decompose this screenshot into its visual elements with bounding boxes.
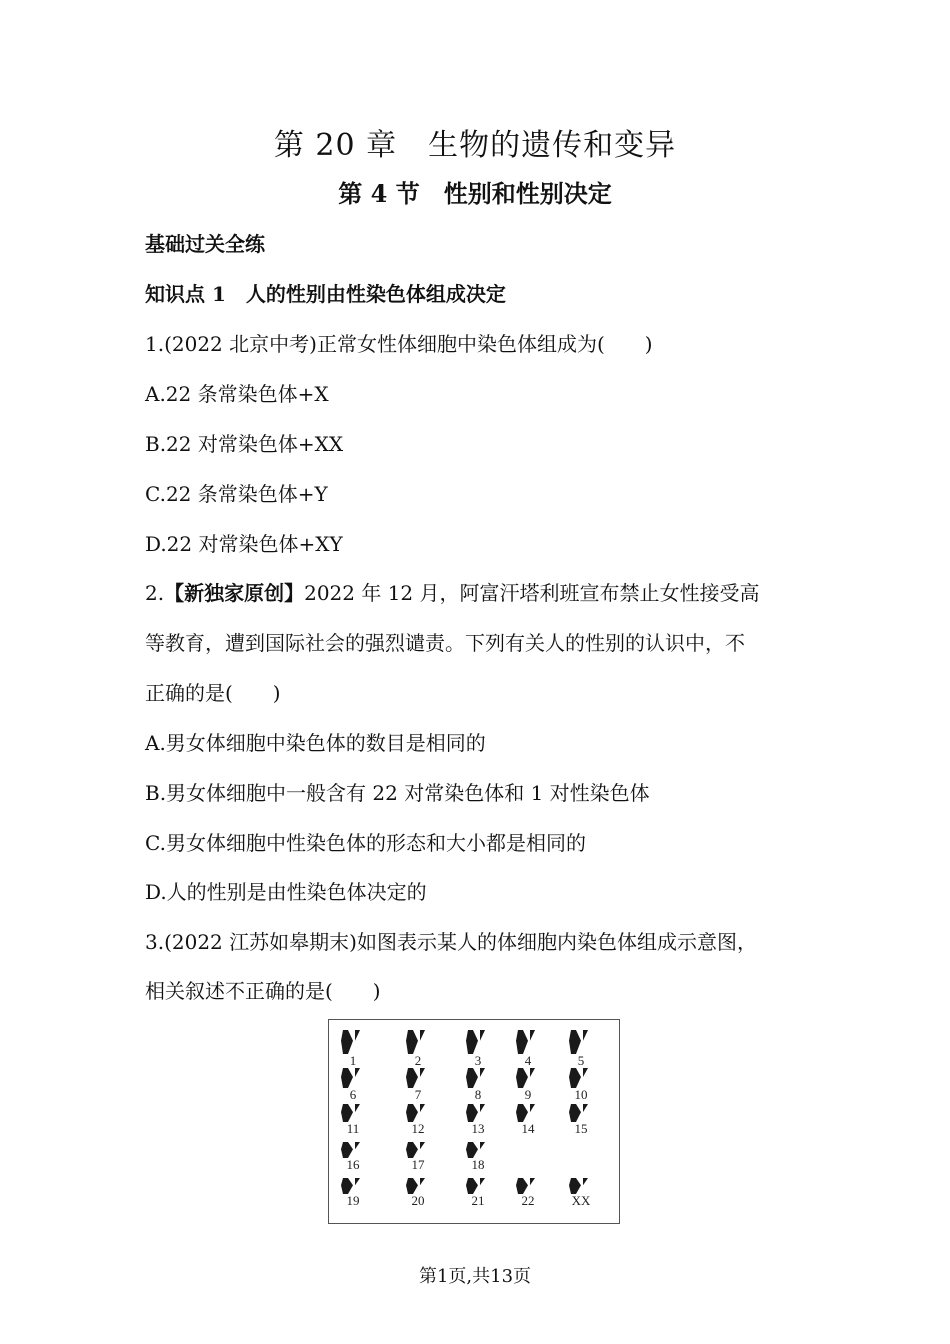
chromosome-pair-16: [341, 1142, 360, 1158]
chromosome-label-22: 22: [521, 1193, 535, 1208]
chromosome-label-10: 10: [574, 1087, 588, 1102]
q1-stem: 1.(2022 北京中考)正常女性体细胞中染色体组成为( ): [145, 332, 653, 356]
karyotype-figure: [328, 1019, 620, 1224]
section-title: 第 4 节 性别和性别决定: [338, 179, 612, 208]
chromosome-label-1: 1: [349, 1053, 357, 1068]
chromosome-label-5: 5: [577, 1053, 585, 1068]
chromosome-pair-22: [516, 1178, 535, 1194]
chromosome-label-18: 18: [471, 1157, 485, 1172]
q2-tag: 【新独家原创】: [164, 581, 305, 605]
chromosome-pair-20: [406, 1178, 425, 1194]
chromosome-pair-17: [406, 1142, 425, 1158]
chromosome-label-XX: XX: [571, 1193, 591, 1208]
chromosome-pair-13: [466, 1104, 485, 1122]
chromosome-pair-XX: [569, 1178, 588, 1194]
chromosome-label-13: 13: [471, 1121, 485, 1136]
q2-option-c: C.男女体细胞中性染色体的形态和大小都是相同的: [145, 831, 586, 855]
exercise-heading: 基础过关全练: [145, 232, 265, 256]
chromosome-label-21: 21: [471, 1193, 485, 1208]
q2-stem-text: 2022 年 12 月，阿富汗塔利班宣布禁止女性接受高: [304, 581, 760, 605]
chromosome-pair-5: [569, 1030, 588, 1054]
chromosome-pair-1: [341, 1030, 360, 1054]
chromosome-pair-4: [516, 1030, 535, 1054]
q1-option-b: B.22 对常染色体+XX: [145, 432, 344, 456]
chromosome-pair-10: [569, 1068, 588, 1088]
chromosome-label-19: 19: [346, 1193, 360, 1208]
q1-option-d: D.22 对常染色体+XY: [145, 532, 343, 556]
q2-stem-line1: 2.【新独家原创】2022 年 12 月，阿富汗塔利班宣布禁止女性接受高: [145, 581, 760, 605]
chromosome-pair-18: [466, 1142, 485, 1158]
q2-stem-line3: 正确的是( ): [145, 681, 281, 705]
chromosome-pair-9: [516, 1068, 535, 1088]
knowledge-point-heading: 知识点 1 人的性别由性染色体组成决定: [145, 282, 506, 306]
chromosome-label-15: 15: [574, 1121, 588, 1136]
chromosome-pair-8: [466, 1068, 485, 1088]
q1-option-a: A.22 条常染色体+X: [145, 382, 329, 406]
chapter-title: 第 20 章 生物的遗传和变异: [273, 128, 677, 163]
chromosome-pair-12: [406, 1104, 425, 1122]
q3-stem-line1: 3.(2022 江苏如皋期末)如图表示某人的体细胞内染色体组成示意图，: [145, 930, 757, 954]
q3-stem-line2: 相关叙述不正确的是( ): [145, 979, 381, 1003]
chromosome-pair-15: [569, 1104, 588, 1122]
page-footer: 第1页,共13页: [418, 1266, 532, 1287]
chromosome-label-20: 20: [411, 1193, 425, 1208]
chromosome-label-16: 16: [346, 1157, 360, 1172]
chromosome-label-7: 7: [414, 1087, 422, 1102]
q1-option-c: C.22 条常染色体+Y: [145, 482, 328, 506]
q2-option-a: A.男女体细胞中染色体的数目是相同的: [145, 731, 486, 755]
chromosome-pair-21: [466, 1178, 485, 1194]
chromosome-label-8: 8: [474, 1087, 482, 1102]
chromosome-label-4: 4: [524, 1053, 532, 1068]
karyotype-diagram: [329, 1020, 619, 1223]
chromosome-label-14: 14: [521, 1121, 535, 1136]
chromosome-pair-19: [341, 1178, 360, 1194]
q2-option-d: D.人的性别是由性染色体决定的: [145, 880, 427, 904]
q2-option-b: B.男女体细胞中一般含有 22 对常染色体和 1 对性染色体: [145, 781, 650, 805]
chromosome-label-11: 11: [346, 1121, 360, 1136]
chromosome-pair-14: [516, 1104, 535, 1122]
chromosome-pair-7: [406, 1068, 425, 1088]
chromosome-label-9: 9: [524, 1087, 532, 1102]
chromosome-label-2: 2: [414, 1053, 422, 1068]
chromosome-pair-6: [341, 1068, 360, 1088]
chromosome-label-6: 6: [349, 1087, 357, 1102]
chromosome-pair-3: [466, 1030, 485, 1054]
chromosome-pair-2: [406, 1030, 425, 1054]
q2-stem-line2: 等教育，遭到国际社会的强烈谴责。下列有关人的性别的认识中，不: [145, 631, 745, 655]
chromosome-pair-11: [341, 1104, 360, 1122]
chromosome-label-3: 3: [474, 1053, 482, 1068]
chromosome-label-12: 12: [411, 1121, 425, 1136]
chromosome-label-17: 17: [411, 1157, 425, 1172]
